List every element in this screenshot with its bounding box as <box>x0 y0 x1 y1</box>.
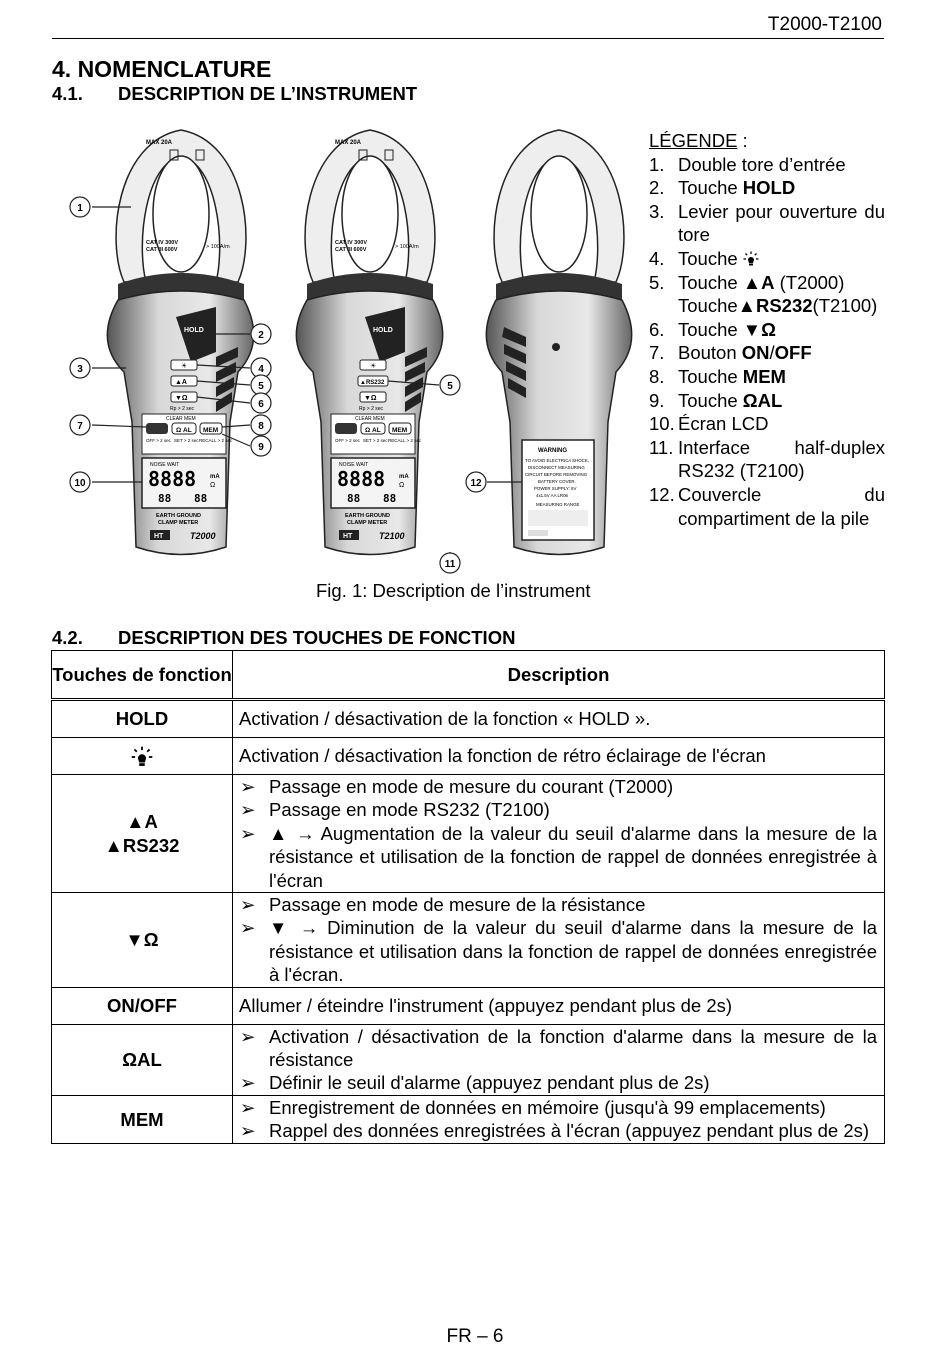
legend-item-bold: HOLD <box>742 177 796 199</box>
lcd-small-digits: 88 <box>347 492 361 505</box>
rs232-key-label: ▲RS232 <box>360 380 385 386</box>
legend-item-bold: OFF <box>774 342 812 364</box>
bullet-item <box>239 1071 877 1094</box>
instrument-illustration <box>66 122 638 578</box>
legend-item-number: 3. <box>649 200 665 222</box>
brand-line-2: CLAMP METER <box>158 520 199 526</box>
key-label-line: ▲RS232 <box>104 834 180 856</box>
legend-item-bold: ON <box>741 342 770 364</box>
bullet-text: Rappel des données enregistrées à l'écran (appuyez pendant plus de 2s) <box>269 1120 870 1142</box>
warning-title: WARNING <box>538 448 567 454</box>
set-sub-label: SET > 2 sec <box>174 438 199 443</box>
instrument-figure <box>66 122 638 578</box>
description-cell <box>233 1095 885 1143</box>
legend-item-text: (T2000) Touche <box>678 271 845 317</box>
lcd-small-digits: 88 <box>194 492 208 505</box>
callout-label: 10 <box>74 478 86 489</box>
legend-item-text: Touche <box>678 365 743 387</box>
callout-label: 7 <box>77 421 83 432</box>
legend-item-text: (T2100) <box>812 295 878 317</box>
backlight-key-symbol: ☀ <box>181 363 188 370</box>
measuring-range-label: MEASURING RANGE <box>536 502 580 507</box>
hold-key-label: HOLD <box>373 327 393 334</box>
legend-item-number: 12. <box>649 483 675 505</box>
recall-sub-label: RECALL > 2 sec <box>388 438 422 443</box>
bullet-text: Définir le seuil d'alarme (appuyez pendant plus de 2s) <box>269 1072 710 1094</box>
subsection-4-1 <box>52 83 417 105</box>
bullet-arrow-icon: ➢ <box>240 1025 256 1047</box>
legend-item-number: 4. <box>649 247 665 269</box>
bullet-text: Enregistrement de données en mémoire (jusqu'à 99 emplacements) <box>269 1096 826 1118</box>
mem-key-label: MEM <box>392 427 408 434</box>
header-doc-code: T2000-T2100 <box>767 14 882 35</box>
down-key-label: ▼Ω <box>364 395 377 402</box>
description-cell: Activation / désactivation la fonction de rétro éclairage de l'écran <box>233 738 885 775</box>
figure-caption: Fig. 1: Description de l’instrument <box>316 580 591 601</box>
callout-label: 2 <box>258 330 264 341</box>
legend-item-bold: ΩAL <box>742 389 783 411</box>
description-cell <box>233 1024 885 1095</box>
device-back <box>486 130 631 555</box>
certification-marks <box>528 530 548 536</box>
table-row <box>52 775 885 893</box>
set-sub-label: SET > 2 sec <box>363 438 388 443</box>
bullet-item <box>239 1119 877 1142</box>
subsection-number: 4.1. <box>52 83 83 104</box>
backlight-key-symbol: ☀ <box>370 363 377 370</box>
on-off-key <box>146 423 168 434</box>
legend-item-text: Touche <box>678 318 743 340</box>
bullet-text: Activation / désactivation de la fonction d'alarme dans la mesure de la résistance <box>269 1025 877 1071</box>
description-cell: Allumer / éteindre l'instrument (appuyez pendant plus de 2s) <box>233 987 885 1024</box>
clamp-opening <box>342 156 398 272</box>
lcd-top-indicators: NOISE WAIT <box>150 462 180 468</box>
callout-label: 12 <box>470 478 482 489</box>
subsection-number: 4.2. <box>52 627 83 648</box>
warning-line: BATTERY COVER. <box>538 479 576 484</box>
description-cell: Activation / désactivation de la fonction « HOLD ». <box>233 700 885 738</box>
legend-item-number: 1. <box>649 153 665 175</box>
lcd-top-indicators: NOISE WAIT <box>339 462 369 468</box>
warning-line: TO AVOID ELECTRICA SHOCK, <box>525 458 590 463</box>
legend-item-number: 5. <box>649 271 665 293</box>
on-off-key <box>335 423 357 434</box>
clear-mem-label: CLEAR MEM <box>355 416 385 422</box>
backlight-icon <box>131 746 153 768</box>
function-keys-table <box>51 650 885 1144</box>
key-cell: MEM <box>52 1095 233 1143</box>
subsection-title: DESCRIPTION DES TOUCHES DE FONCTION <box>118 627 516 648</box>
legend-item <box>649 389 885 413</box>
lcd-small-digits: 88 <box>158 492 172 505</box>
lcd-main-digits: 8888 <box>148 467 197 491</box>
legend-item-text: Interface half-duplex RS232 (T2100) <box>678 436 885 482</box>
bullet-text: Passage en mode de mesure de la résistance <box>269 894 646 916</box>
mem-key-label: MEM <box>203 427 219 434</box>
hold-key-label: HOLD <box>184 327 204 334</box>
bullet-item <box>239 798 877 821</box>
legend-item-text: Double tore d’entrée <box>678 153 846 175</box>
down-key-label: ▼Ω <box>175 395 188 402</box>
section-title: 4. NOMENCLATURE <box>52 56 272 82</box>
brand-line-1: EARTH GROUND <box>156 513 201 519</box>
off-sub-label: OFF > 2 sec <box>146 438 171 443</box>
bullet-text: Passage en mode RS232 (T2100) <box>269 799 550 821</box>
callout-label: 11 <box>444 559 456 570</box>
warning-line: CIRCUIT BEFORE REMOVING <box>525 472 588 477</box>
clamp-opening <box>153 156 209 272</box>
clamp-opening <box>531 156 587 272</box>
legend-item <box>649 412 885 436</box>
bullet-arrow-icon: ➢ <box>240 1120 256 1142</box>
table-row <box>52 987 885 1024</box>
bullet-text: ▲ → Augmentation de la valeur du seuil d'alarme dans la mesure de la résistance et utilisation de la fonction de rappel de données enregistrée à l'écran <box>269 822 877 891</box>
legend-item-number: 10. <box>649 413 675 435</box>
legend <box>649 129 885 530</box>
bullet-arrow-icon: ➢ <box>240 776 256 797</box>
table-row <box>52 1024 885 1095</box>
bullet-item <box>239 893 877 916</box>
bullet-text: ▼ → Diminution de la valeur du seuil d'alarme dans la mesure de la résistance et utilisation dans la fonction de rappel de données enregistrée à l'écran. <box>269 917 877 986</box>
callout-label: 5 <box>447 381 453 392</box>
callout-label: 5 <box>258 381 264 392</box>
bullet-arrow-icon: ➢ <box>240 917 256 939</box>
bullet-arrow-icon: ➢ <box>240 822 256 844</box>
table-row <box>52 700 885 738</box>
off-sub-label: OFF > 2 sec <box>335 438 360 443</box>
table-row <box>52 893 885 988</box>
device-t2000-front <box>107 130 253 555</box>
cat-rating-2: CAT III 600V <box>146 247 178 253</box>
lcd-unit-ohm: Ω <box>210 482 216 489</box>
legend-item <box>649 271 885 318</box>
key-cell: ΩAL <box>52 1024 233 1095</box>
legend-item-number: 2. <box>649 177 665 199</box>
legend-item-text: Levier pour ouverture du tore <box>678 200 885 246</box>
legend-item-text: Touche <box>678 389 743 411</box>
clear-mem-label: CLEAR MEM <box>166 416 196 422</box>
bullet-text: Passage en mode de mesure du courant (T2000) <box>269 776 674 797</box>
callout-label: 4 <box>258 364 264 375</box>
table-header-row <box>52 651 885 700</box>
lcd-unit-ohm: Ω <box>399 482 405 489</box>
field-label: > 100A/m <box>395 244 419 250</box>
callout-label: 8 <box>258 421 264 432</box>
lcd-main-digits: 8888 <box>337 467 386 491</box>
bullet-arrow-icon: ➢ <box>240 799 256 821</box>
recall-sub-label: RECALL > 2 sec <box>199 438 233 443</box>
lcd-unit-ma: mA <box>399 474 409 480</box>
model-label: T2000 <box>190 531 216 541</box>
callout-label: 1 <box>77 203 83 214</box>
legend-item <box>649 436 885 483</box>
legend-item <box>649 365 885 389</box>
lcd-small-digits: 88 <box>383 492 397 505</box>
device-t2100-front <box>296 130 442 555</box>
legend-item-text: Touche <box>678 247 743 269</box>
table-row <box>52 1095 885 1143</box>
key-cell: ▼Ω <box>52 893 233 988</box>
description-cell <box>233 775 885 893</box>
legend-title-suffix: : <box>737 130 748 151</box>
warning-line: 4x1.5V AA LR06 <box>536 493 568 498</box>
legend-item-text: Touche <box>678 271 743 293</box>
legend-item-text: Bouton <box>678 342 742 364</box>
cat-rating-1: CAT IV 300V <box>335 240 367 246</box>
backlight-icon <box>743 251 759 267</box>
up-key-label: ▲A <box>175 379 187 386</box>
legend-item-text: Couvercle du compartiment de la pile <box>678 483 885 529</box>
warning-line: DISCONNECT MEASURING <box>528 465 585 470</box>
legend-item-bold: ▲A <box>742 271 775 293</box>
legend-item-text: Écran LCD <box>678 413 769 435</box>
legend-item <box>649 247 885 271</box>
legend-item <box>649 341 885 365</box>
bullet-item <box>239 775 877 798</box>
field-label: > 100A/m <box>206 244 230 250</box>
description-cell <box>233 893 885 988</box>
key-cell: HOLD <box>52 700 233 738</box>
brand-line-2: CLAMP METER <box>347 520 388 526</box>
brand-line-1: EARTH GROUND <box>345 513 390 519</box>
key-cell: ON/OFF <box>52 987 233 1024</box>
max-current-label: MAX 20A <box>146 140 173 146</box>
callout-label: 9 <box>258 442 264 453</box>
lcd-unit-ma: mA <box>210 474 220 480</box>
callout-label: 3 <box>77 364 83 375</box>
bullet-item <box>239 1025 877 1072</box>
column-header-description: Description <box>233 651 885 700</box>
legend-item-bold: ▲RS232 <box>737 295 813 317</box>
legend-item-number: 9. <box>649 389 665 411</box>
key-tip: Rp > 2 sec <box>170 406 195 412</box>
ht-logo-text: HT <box>343 533 353 540</box>
header-rule <box>52 38 884 39</box>
legend-item <box>649 200 885 247</box>
subsection-title: DESCRIPTION DE L’INSTRUMENT <box>118 83 418 104</box>
bullet-arrow-icon: ➢ <box>240 894 256 916</box>
ht-logo-text: HT <box>154 533 164 540</box>
ohm-al-key-label: Ω AL <box>365 427 381 434</box>
legend-title: LÉGENDE <box>649 130 738 151</box>
bullet-arrow-icon: ➢ <box>240 1072 256 1094</box>
key-tip: Rp > 2 sec <box>359 406 384 412</box>
legend-item-text: / <box>769 342 775 364</box>
cat-rating-1: CAT IV 300V <box>146 240 178 246</box>
key-cell <box>52 775 233 893</box>
range-text-block <box>528 510 588 526</box>
legend-item <box>649 153 885 177</box>
legend-item-text: Touche <box>678 177 743 199</box>
bullet-item <box>239 1096 877 1119</box>
key-label-line: ▲A <box>126 811 158 833</box>
column-header-keys: Touches de fonction <box>52 651 233 700</box>
bullet-arrow-icon: ➢ <box>240 1096 256 1118</box>
bullet-item <box>239 916 877 986</box>
rs232-port <box>552 343 560 351</box>
max-current-label: MAX 20A <box>335 140 362 146</box>
bullet-item <box>239 822 877 892</box>
legend-item-bold: MEM <box>742 365 786 387</box>
model-label: T2100 <box>379 531 405 541</box>
legend-item-bold: ▼Ω <box>742 318 776 340</box>
legend-item <box>649 318 885 342</box>
subsection-4-2 <box>52 627 515 649</box>
legend-item <box>649 176 885 200</box>
warning-line: POWER SUPPLY: 6V <box>534 486 577 491</box>
key-cell <box>52 738 233 775</box>
legend-item-number: 11. <box>649 436 674 458</box>
cat-rating-2: CAT III 600V <box>335 247 367 253</box>
ohm-al-key-label: Ω AL <box>176 427 192 434</box>
legend-item-number: 8. <box>649 365 665 387</box>
legend-item <box>649 483 885 530</box>
legend-item-number: 6. <box>649 318 665 340</box>
table-row <box>52 738 885 775</box>
callout-label: 6 <box>258 399 264 410</box>
page-number: FR – 6 <box>446 1326 504 1347</box>
legend-item-number: 7. <box>649 342 665 364</box>
